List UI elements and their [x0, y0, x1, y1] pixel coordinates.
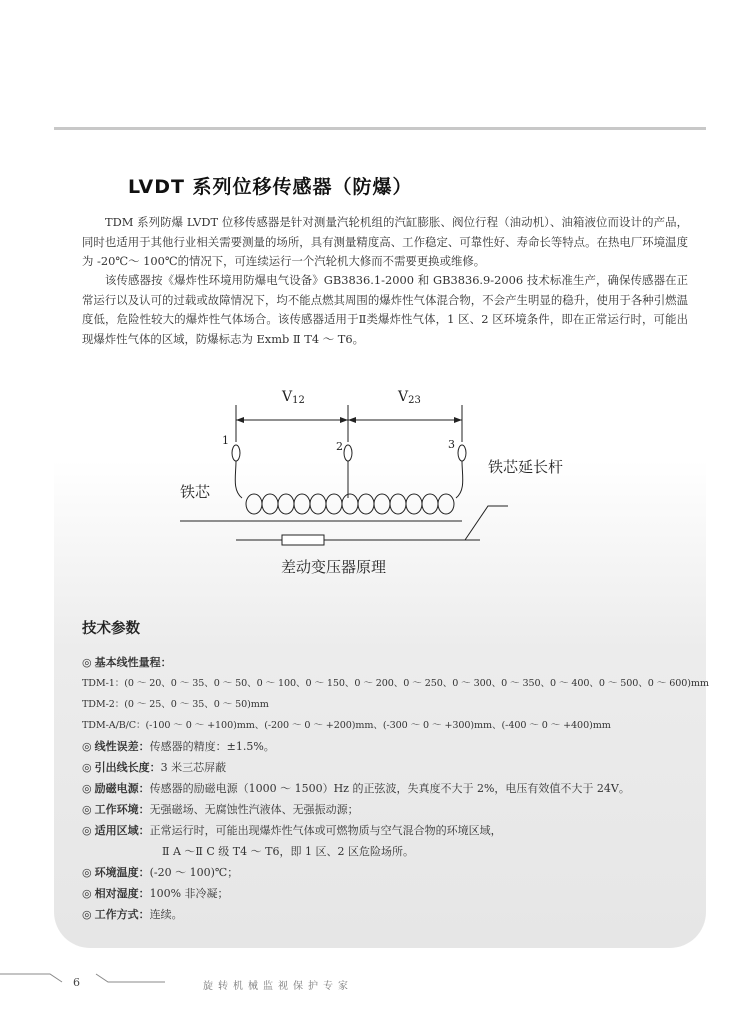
- spec-area-value-2: Ⅱ A ～Ⅱ C 级 T4 ～ T6，即 1 区、2 区危险场所。: [162, 845, 414, 858]
- intro-paragraph-2: 该传感器按《爆炸性环境用防爆电气设备》GB3836.1-2000 和 GB3836.9-2006 技术标准生产，确保传感器在正常运行以及认可的过载或故障情况下，均不能点燃其周围的爆炸性气体混合物，不会产生明显的稳升，使用于各种引燃温度低，危险性较大的爆炸性气体场合。该传感器适用于Ⅱ类爆炸性气体，1 区、2 区环境条件，即在正常运行时，可能出现爆炸性气体的区域，防爆标志为 Exmb Ⅱ T4 ～ T6。: [82, 273, 688, 346]
- svg-text:V23: [397, 389, 421, 406]
- bullet-icon: ◎: [82, 866, 92, 879]
- tap-number-1: 1: [222, 434, 229, 447]
- spec-lead-label: 引出线长度：: [94, 761, 161, 774]
- spec-power: [82, 778, 692, 799]
- spec-mode-value: 连续。: [149, 908, 183, 921]
- bullet-icon: ◎: [82, 656, 92, 669]
- tap-terminal-3: [458, 445, 466, 461]
- lvdt-principle-diagram: [170, 380, 564, 585]
- bullet-icon: ◎: [82, 887, 92, 900]
- dim-label-v23: V: [398, 389, 409, 405]
- spec-temperature-label: 环境温度：: [94, 866, 150, 879]
- bullet-icon: ◎: [82, 908, 92, 921]
- spec-list: [82, 652, 709, 925]
- tap-terminal-2: [344, 445, 352, 461]
- bullet-icon: ◎: [82, 803, 92, 816]
- spec-humidity: [82, 883, 692, 904]
- dim-label-v23-sub: 23: [408, 395, 421, 406]
- spec-humidity-label: 相对湿度：: [94, 887, 150, 900]
- footer-swoosh-line: [0, 970, 170, 1000]
- spec-temperature-value: (-20 ～ 100)℃；: [149, 866, 239, 879]
- lead-wire-1: [235, 461, 242, 498]
- core-label: 铁芯: [180, 483, 211, 501]
- spec-mode: [82, 904, 692, 925]
- spec-mode-label: 工作方式：: [94, 908, 150, 921]
- spec-environment-value: 无强磁场、无腐蚀性汽液体、无强振动源；: [149, 803, 359, 816]
- tap-number-3: 3: [448, 438, 455, 451]
- diagram-caption: 差动变压器原理: [281, 558, 387, 576]
- svg-text:V12: [281, 389, 305, 406]
- spec-range: [82, 652, 692, 673]
- rod-leader-line: [465, 506, 508, 540]
- spec-environment-label: 工作环境：: [94, 803, 150, 816]
- spec-area-label: 适用区域：: [94, 824, 150, 837]
- spec-error-label: 线性误差：: [94, 740, 150, 753]
- lead-wire-3: [456, 461, 463, 498]
- spec-range-tdmabc: TDM-A/B/C：(-100 ～ 0 ～ +100)mm、(-200 ～ 0 ～ +200)mm、(-300 ～ 0 ～ +300)mm、(-400 ～ 0 ～ +400)mm: [82, 720, 611, 731]
- spec-temperature: [82, 862, 692, 883]
- dim-label-v12-sub: 12: [292, 395, 305, 406]
- page-number: 6: [73, 976, 80, 989]
- intro-paragraph-1: TDM 系列防爆 LVDT 位移传感器是针对测量汽轮机组的汽缸膨胀、阀位行程（油动机）、油箱液位而设计的产品，同时也适用于其他行业相关需要测量的场所，具有测量精度高、工作稳定、可靠性好、寿命长等特点。在热电厂环境温度为 -20℃～ 100℃的情况下，可连续运行一个汽轮机大修而不需要更换或维修。: [82, 215, 688, 268]
- spec-environment: [82, 799, 692, 820]
- spec-range-label: 基本线性量程：: [94, 656, 172, 669]
- spec-lead: [82, 757, 692, 778]
- footer-tagline: 旋转机械监视保护专家: [203, 981, 353, 992]
- spec-area-value: 正常运行时，可能出现爆炸性气体或可燃物质与空气混合物的环境区域，: [149, 824, 502, 837]
- spec-range-tdm2: TDM-2：(0 ～ 25、0 ～ 35、0 ～ 50)mm: [82, 699, 269, 710]
- spec-area: [82, 820, 692, 841]
- page-title: LVDT 系列位移传感器（防爆）: [128, 176, 413, 198]
- bullet-icon: ◎: [82, 740, 92, 753]
- spec-power-value: 传感器的励磁电源（1000 ～ 1500）Hz 的正弦波，失真度不大于 2%，电压有效值不大于 24V。: [149, 782, 630, 795]
- extension-rod-label: 铁芯延长杆: [488, 458, 564, 476]
- spec-range-tdm1: TDM-1：(0 ～ 20、0 ～ 35、0 ～ 50、0 ～ 100、0 ～ 150、0 ～ 200、0 ～ 250、0 ～ 300、0 ～ 350、0 ～ 400、0 ～ 500、0 ～ 600)mm: [82, 678, 709, 689]
- spec-power-label: 励磁电源：: [94, 782, 150, 795]
- coil-winding: [246, 494, 454, 514]
- spec-humidity-value: 100% 非冷凝；: [149, 887, 229, 900]
- spec-lead-value: 3 米三芯屏蔽: [160, 761, 227, 774]
- tech-params-title: 技术参数: [82, 621, 140, 637]
- bullet-icon: ◎: [82, 782, 92, 795]
- tap-number-2: 2: [336, 440, 343, 453]
- core-block: [282, 535, 324, 545]
- dim-label-v12: V: [282, 389, 293, 405]
- bullet-icon: ◎: [82, 761, 92, 774]
- spec-error: [82, 736, 692, 757]
- tap-terminal-1: [232, 445, 240, 461]
- spec-error-value: 传感器的精度：±1.5%。: [149, 740, 275, 753]
- bullet-icon: ◎: [82, 824, 92, 837]
